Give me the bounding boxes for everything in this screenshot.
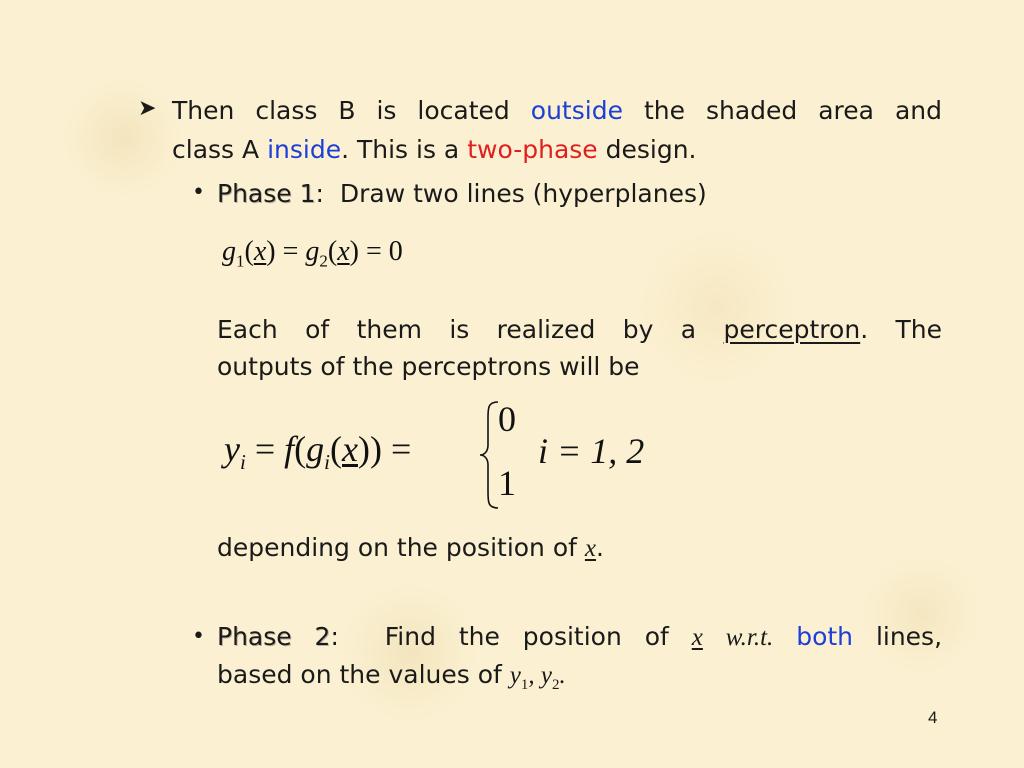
phase2-label: Phase 2 — [217, 622, 331, 651]
phase2-text-a: Find the position of — [384, 622, 669, 651]
perceptron-underlined: perceptron — [723, 315, 861, 344]
eq1-equals2: = — [365, 236, 382, 267]
left-brace-icon — [478, 400, 500, 510]
phase2-line2-a: based on the values of — [217, 660, 502, 689]
phase2-wrt: w.r.t. — [725, 624, 774, 651]
equation-hyperplanes: $g_1(x) = g_2(x) = 0$ — [222, 236, 403, 271]
both-highlight: both — [796, 622, 854, 651]
phase2-period: . — [559, 662, 566, 689]
outside-highlight: outside — [530, 96, 623, 125]
phase2-comma: , — [528, 662, 535, 689]
depending-text: depending on the position of — [217, 533, 577, 562]
eq1-g2: g — [305, 236, 320, 267]
bullet1-line2-b: . This is a — [341, 135, 460, 164]
bullet1-line2-c: design. — [605, 135, 697, 164]
phase2-y2: y — [540, 662, 552, 689]
eq1-g1: g — [222, 236, 236, 267]
depending-x: x — [584, 535, 597, 562]
eq2-sub-i1: i — [239, 450, 246, 475]
phase2-line2 — [217, 656, 566, 704]
phase1-label: Phase 1 — [217, 179, 316, 208]
phase2-colon: : — [330, 622, 339, 651]
phase2-sub2: 2 — [552, 677, 560, 693]
eq2-f: f — [284, 429, 295, 469]
eq1-equals1: = — [282, 236, 299, 267]
phase2-y1: y — [509, 662, 521, 689]
depending-line — [217, 529, 604, 568]
eq1-x1: x — [253, 236, 267, 267]
phase1-text: Draw two lines (hyperplanes) — [339, 179, 707, 208]
page-number: 4 — [928, 708, 938, 727]
phase1-desc-line1 — [217, 311, 942, 349]
bullet1-line2 — [172, 131, 942, 169]
eq2-g: g — [306, 429, 325, 469]
eq1-zero: 0 — [388, 236, 403, 267]
phase2-text-b: lines, — [875, 622, 943, 651]
eq1-x2: x — [337, 236, 350, 267]
phase2-x: x — [691, 624, 703, 651]
bullet-dot-icon-2: • — [192, 624, 205, 649]
eq1-sub2: 2 — [319, 251, 328, 271]
bullet1-text-a: Then class B is located — [172, 96, 510, 125]
depending-period: . — [596, 533, 604, 562]
case-zero: 0 — [498, 399, 516, 439]
inside-highlight: inside — [267, 135, 342, 164]
bullet1-line1 — [172, 92, 942, 130]
bullet1-text-b: the shaded area and — [643, 96, 942, 125]
phase2-sub1: 1 — [520, 677, 529, 693]
arrow-bullet-icon: ➤ — [138, 96, 157, 121]
case-one: 1 — [498, 463, 516, 503]
eq2-sub-i2: i — [324, 450, 330, 475]
eq1-sub1: 1 — [236, 251, 245, 271]
phase1-desc-line2: outputs of the perceptrons will be — [217, 352, 640, 381]
index-range: i = 1, 2 — [538, 431, 645, 471]
eq2-x: x — [342, 429, 358, 469]
phase1-heading — [217, 175, 707, 213]
desc-text-a: Each of them is realized by a — [217, 315, 697, 344]
equation-outputs: $y_i = f(g_i(x))$ = — [224, 429, 412, 475]
desc-text-b: . The — [860, 315, 943, 344]
two-phase-highlight: two-phase — [467, 135, 598, 164]
phase1-colon: : — [315, 179, 324, 208]
bullet1-line2-a: class A — [172, 135, 260, 164]
eq2-y: y — [224, 429, 240, 469]
bullet-dot-icon: • — [192, 180, 205, 205]
phase2-line1 — [217, 618, 942, 657]
